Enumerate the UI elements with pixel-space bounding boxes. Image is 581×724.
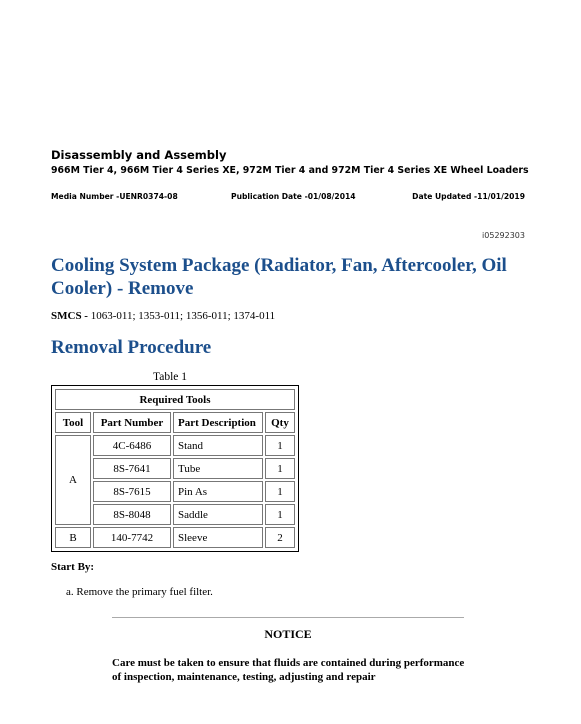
table-caption: Table 1 (153, 371, 188, 383)
column-header: Qty (265, 412, 295, 433)
media-number: Media Number -UENR0374-08 (51, 192, 178, 201)
part-number-cell: 8S-8048 (93, 504, 171, 525)
start-by-step: a. Remove the primary fuel filter. (66, 586, 213, 598)
part-number-cell: 8S-7641 (93, 458, 171, 479)
qty-cell: 1 (265, 481, 295, 502)
tool-cell: A (55, 435, 91, 525)
column-header: Part Description (173, 412, 263, 433)
column-header: Part Number (93, 412, 171, 433)
image-reference: i05292303 (482, 231, 525, 240)
part-number-cell: 8S-7615 (93, 481, 171, 502)
part-description-cell: Tube (173, 458, 263, 479)
smcs-line (51, 310, 275, 322)
required-tools-table (51, 385, 299, 552)
document-meta (51, 192, 525, 204)
date-updated: Date Updated -11/01/2019 (412, 192, 525, 201)
notice-divider (112, 617, 464, 618)
qty-cell: 1 (265, 504, 295, 525)
table-title: Required Tools (55, 389, 295, 410)
table-row (55, 504, 295, 525)
table-row (55, 435, 295, 456)
notice-title: NOTICE (264, 627, 312, 641)
publication-date: Publication Date -01/08/2014 (231, 192, 356, 201)
part-number-cell: 4C-6486 (93, 435, 171, 456)
qty-cell: 1 (265, 458, 295, 479)
tool-cell: B (55, 527, 91, 548)
table-row (55, 458, 295, 479)
section-title: Removal Procedure (51, 337, 212, 358)
smcs-label: SMCS - (51, 310, 88, 322)
column-header: Tool (55, 412, 91, 433)
notice-text: Care must be taken to ensure that fluids are contained during performance of inspection, maintenance, testing, adjusting and repair (112, 657, 465, 683)
part-description-cell: Sleeve (173, 527, 263, 548)
part-description-cell: Saddle (173, 504, 263, 525)
page-title: Cooling System Package (Radiator, Fan, Aftercooler, Oil Cooler) - Remove (51, 255, 507, 299)
table-row (55, 527, 295, 548)
document-models: 966M Tier 4, 966M Tier 4 Series XE, 972M Tier 4 and 972M Tier 4 Series XE Wheel Loaders (51, 165, 529, 176)
document-category: Disassembly and Assembly (51, 148, 227, 162)
qty-cell: 1 (265, 435, 295, 456)
qty-cell: 2 (265, 527, 295, 548)
part-number-cell: 140-7742 (93, 527, 171, 548)
part-description-cell: Stand (173, 435, 263, 456)
start-by-label: Start By: (51, 561, 95, 573)
smcs-codes: 1063-011; 1353-011; 1356-011; 1374-011 (90, 310, 276, 322)
table-row (55, 481, 295, 502)
part-description-cell: Pin As (173, 481, 263, 502)
